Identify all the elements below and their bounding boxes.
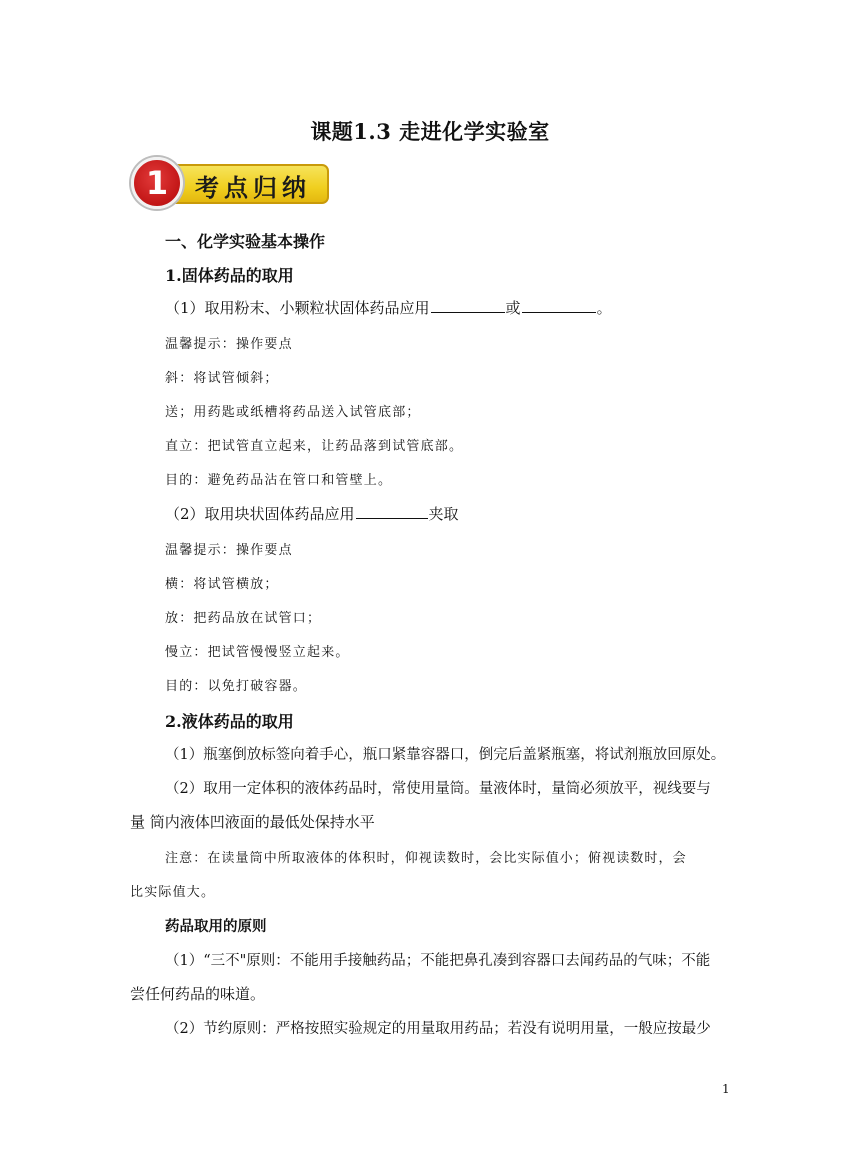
tip-line: 温馨提示：操作要点 (165, 543, 293, 558)
tip-line: 慢立：把试管慢慢竖立起来。 (165, 645, 350, 660)
subheading-solid: 1.固体药品的取用 (165, 266, 294, 285)
paragraph-cylinder-cont: 量 筒内液体凹液面的最低处保持水平 (130, 813, 375, 831)
section-banner (131, 157, 329, 209)
banner-number-badge: 1 (131, 157, 183, 209)
paragraph-cylinder: （2）取用一定体积的液体药品时，常使用量筒。量液体时，量筒必须放平，视线要与 (165, 781, 711, 797)
text-segment: 。 (596, 299, 612, 317)
paragraph-pour: （1）瓶塞倒放标签向着手心，瓶口紧靠容器口，倒完后盖紧瓶塞，将试剂瓶放回原处。 (165, 747, 726, 763)
tip-line: 斜：将试管倾斜； (165, 371, 279, 386)
paragraph-block-solid (165, 503, 459, 524)
text-segment: 夹取 (428, 505, 459, 523)
note-line: 注意：在读量筒中所取液体的体积时，仰视读数时，会比实际值小；俯视读数时，会 (165, 851, 687, 866)
tip-line: 横：将试管横放； (165, 577, 279, 592)
text-segment: （1）取用粉末、小颗粒状固体药品应用 (165, 299, 430, 317)
paragraph-three-no: （1）“三不"原则：不能用手接触药品；不能把鼻孔凑到容器口去闻药品的气味；不能 (165, 953, 711, 969)
section-heading: 一、化学实验基本操作 (165, 232, 326, 251)
fill-blank (356, 504, 428, 519)
paragraph-three-no-cont: 尝任何药品的味道。 (130, 985, 266, 1003)
tip-line: 目的：以免打破容器。 (165, 679, 308, 694)
banner-label: 考点归纳 (195, 174, 311, 202)
subheading-liquid: 2.液体药品的取用 (165, 712, 294, 731)
fill-blank (431, 298, 505, 313)
paragraph-powder (165, 297, 612, 318)
note-line: 比实际值大。 (130, 885, 216, 900)
subheading-principles: 药品取用的原则 (165, 918, 267, 935)
text-segment: 或 (505, 299, 521, 317)
page-title: 课题1.3 走进化学实验室 (310, 119, 550, 144)
tip-line: 送；用药匙或纸槽将药品送入试管底部； (165, 405, 421, 420)
text-segment: （2）取用块状固体药品应用 (165, 505, 355, 523)
tip-line: 温馨提示：操作要点 (165, 337, 293, 352)
tip-line: 目的：避免药品沾在管口和管壁上。 (165, 473, 393, 488)
tip-line: 直立：把试管直立起来，让药品落到试管底部。 (165, 439, 464, 454)
paragraph-economy: （2）节约原则：严格按照实验规定的用量取用药品；若没有说明用量，一般应按最少 (165, 1021, 711, 1037)
tip-line: 放：把药品放在试管口； (165, 611, 322, 626)
page-number: 1 (722, 1082, 730, 1096)
fill-blank (522, 298, 596, 313)
